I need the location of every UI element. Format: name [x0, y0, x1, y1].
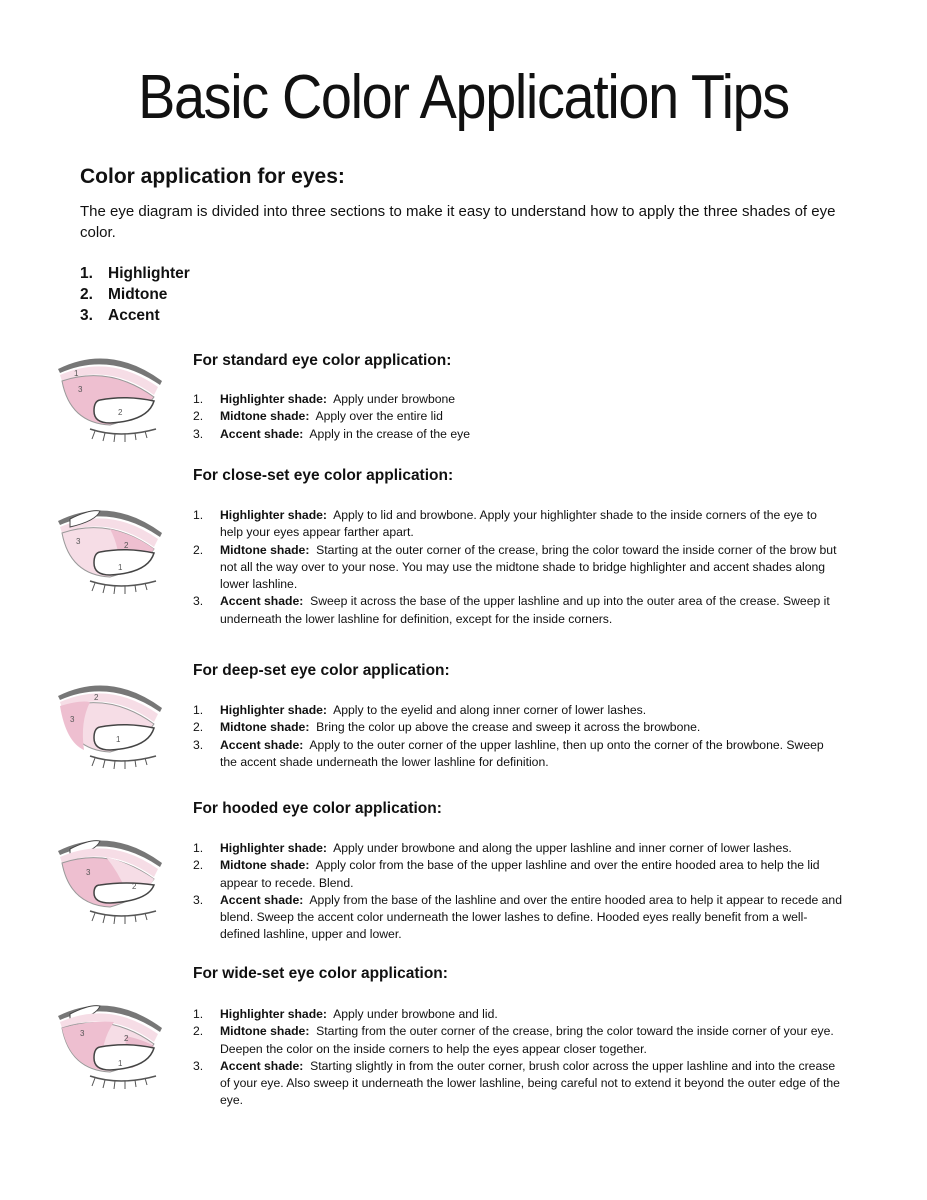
diagram-label: 1 — [116, 735, 121, 744]
step-number: 3. — [193, 1058, 204, 1073]
diagram-label: 2 — [124, 541, 129, 550]
section-heading: For wide-set eye color application: — [193, 965, 448, 982]
step-label: Accent shade: — [220, 1058, 304, 1073]
step-list — [193, 1006, 843, 1110]
wide-set-eye-diagram-icon — [50, 992, 170, 1092]
diagram-label: 1 — [118, 563, 123, 572]
step-text: Sweep it across the base of the upper lashline and up into the outer area of the crease. Sweep it underneath the lower lashline for definition, except for the inside corners. — [220, 594, 830, 626]
step-number: 2. — [193, 409, 204, 424]
hooded-eye-diagram-icon — [50, 827, 170, 927]
list-item — [193, 737, 843, 772]
intro-paragraph: The eye diagram is divided into three sections to make it easy to understand how to apply the three shades of eye color. — [80, 203, 836, 241]
step-label: Highlighter shade: — [220, 392, 327, 406]
list-item — [193, 1006, 843, 1023]
list-item — [193, 1023, 843, 1058]
step-label: Highlighter shade: — [220, 1007, 327, 1021]
list-number: 2. — [80, 286, 93, 303]
list-item — [193, 892, 843, 944]
list-item — [80, 263, 190, 284]
section-heading: For deep-set eye color application: — [193, 662, 450, 679]
step-text: Apply in the crease of the eye — [309, 426, 470, 441]
diagram-label: 2 — [118, 408, 123, 417]
list-label: Accent — [108, 307, 160, 324]
step-label: Accent shade: — [220, 892, 304, 907]
step-text: Starting from the outer corner of the crease, bring the color toward the inside corner of your eye. Deepen the color on the inside corners to help the eyes appear closer together. — [220, 1024, 834, 1056]
step-text: Apply to the eyelid and along inner corner of lower lashes. — [333, 703, 647, 717]
diagram-label: 1 — [118, 1059, 123, 1068]
list-item — [193, 719, 843, 736]
diagram-label: 2 — [124, 1034, 129, 1043]
step-label: Highlighter shade: — [220, 841, 327, 855]
step-label: Accent shade: — [220, 737, 304, 752]
diagram-label: 2 — [94, 693, 99, 702]
standard-eye-diagram-icon — [50, 345, 170, 445]
page-title: Basic Color Application Tips — [138, 63, 789, 132]
step-label: Midtone shade: — [220, 409, 310, 424]
list-number: 1. — [80, 265, 93, 282]
list-item — [193, 507, 843, 542]
step-number: 2. — [193, 858, 204, 873]
list-item — [193, 542, 843, 594]
step-list — [193, 507, 843, 628]
deep-set-eye-diagram-icon — [50, 672, 170, 772]
step-text: Bring the color up above the crease and sweep it across the browbone. — [316, 720, 701, 735]
list-number: 3. — [80, 307, 93, 324]
step-number: 3. — [193, 737, 204, 752]
step-number: 2. — [193, 542, 204, 557]
list-item — [193, 857, 843, 892]
step-label: Midtone shade: — [220, 542, 310, 557]
step-text: Apply over the entire lid — [315, 409, 443, 424]
step-text: Apply under browbone — [333, 392, 456, 406]
list-item — [80, 284, 190, 305]
step-list — [193, 391, 843, 443]
close-set-eye-diagram-icon — [50, 497, 170, 597]
diagram-label: 1 — [74, 369, 79, 378]
step-list — [193, 702, 843, 771]
step-label: Midtone shade: — [220, 858, 310, 873]
diagram-label: 3 — [76, 537, 81, 546]
list-item — [80, 305, 190, 326]
step-text: Starting slightly in from the outer corner, brush color across the upper lashline and into the crease of your eye. Also sweep it underneath the lower lashline, being careful not to extend it beyond the outer edge of the eye. — [220, 1058, 840, 1108]
section-heading: For close-set eye color application: — [193, 467, 454, 484]
list-item — [193, 426, 843, 443]
diagram-label: 3 — [80, 1029, 85, 1038]
step-number: 2. — [193, 720, 204, 735]
step-text: Starting at the outer corner of the crease, bring the color toward the inside corner of the brow but not all the way over to your nose. You may use the midtone shade to bridge highlighter and accent shades along lower lashline. — [220, 542, 837, 592]
section-heading: For standard eye color application: — [193, 352, 452, 369]
list-item — [193, 840, 843, 857]
list-item — [193, 408, 843, 425]
list-label: Midtone — [108, 286, 168, 303]
step-text: Apply to the outer corner of the upper lashline, then up onto the corner of the browbone. Sweep the accent shade underneath the lower lashline for definition. — [220, 737, 824, 769]
step-number: 1. — [193, 841, 204, 855]
step-label: Highlighter shade: — [220, 703, 327, 717]
list-item — [193, 702, 843, 719]
diagram-label: 3 — [78, 385, 83, 394]
step-number: 1. — [193, 508, 204, 522]
step-label: Highlighter shade: — [220, 508, 327, 522]
step-text: Apply under browbone and along the upper lashline and inner corner of lower lashes. — [333, 841, 792, 855]
step-list — [193, 840, 843, 944]
step-number: 3. — [193, 426, 204, 441]
step-label: Midtone shade: — [220, 1024, 310, 1039]
list-item — [193, 1058, 843, 1110]
step-number: 3. — [193, 892, 204, 907]
shade-list — [80, 263, 190, 326]
list-item — [193, 593, 843, 628]
section-heading: For hooded eye color application: — [193, 800, 442, 817]
step-text: Apply from the base of the lashline and over the entire hooded area to help it appear to recede and blend. Sweep the accent color underneath the lower lashes to define. Hooded eyes really benefit from a well-defined lashline, upper and lower. — [220, 892, 842, 942]
step-number: 3. — [193, 594, 204, 609]
step-number: 1. — [193, 392, 204, 406]
step-text: Apply color from the base of the upper lashline and over the entire hooded area to help the lid appear to recede. Blend. — [220, 858, 820, 890]
diagram-label: 3 — [70, 715, 75, 724]
diagram-label: 3 — [86, 868, 91, 877]
step-number: 1. — [193, 1007, 204, 1021]
step-label: Midtone shade: — [220, 720, 310, 735]
step-text: Apply under browbone and lid. — [333, 1007, 498, 1021]
step-number: 1. — [193, 703, 204, 717]
step-number: 2. — [193, 1024, 204, 1039]
list-item — [193, 391, 843, 408]
diagram-label: 2 — [132, 882, 137, 891]
step-text: Apply to lid and browbone. Apply your highlighter shade to the inside corners of the eye to help your eyes appear farther apart. — [220, 508, 817, 540]
section-subheading: Color application for eyes: — [80, 165, 345, 188]
step-label: Accent shade: — [220, 426, 304, 441]
step-label: Accent shade: — [220, 594, 304, 609]
list-label: Highlighter — [108, 265, 190, 282]
